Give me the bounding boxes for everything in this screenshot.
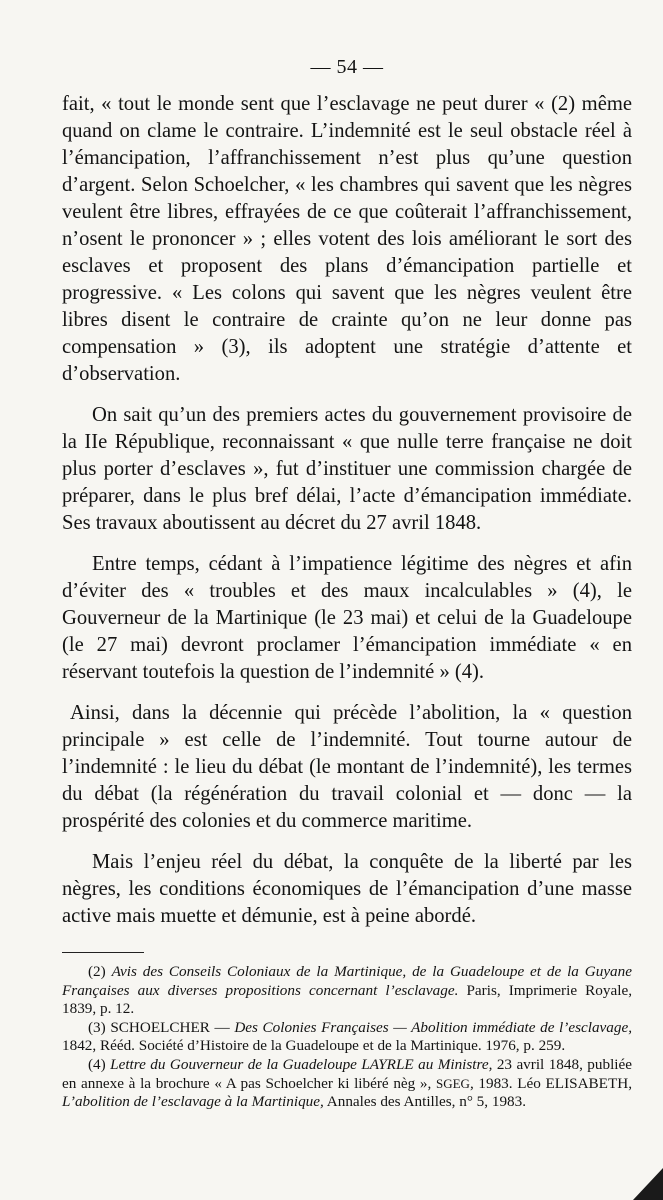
paragraph-2: On sait qu’un des premiers actes du gouvernement provisoire de la IIe République, reconnaissant « que nulle terre française ne doit plus porter d’esclaves », fut d’instituer une commission chargée de préparer, dans le plus bref délai, l’acte d’émancipation immédiate. Ses travaux aboutissent au décret du 27 avril 1848.	[62, 404, 632, 534]
paragraph-4: Ainsi, dans la décennie qui précède l’abolition, la « question principale » est celle de l’indemnité. Tout tourne autour de l’indemnité : le lieu du débat (le montant de l’indemnité), les termes du débat (la régénération du travail colonial et — donc — la prospérité des colonies et du commerce maritime.	[62, 702, 632, 832]
footnote-3-title: Des Colonies Françaises — Abolition immédiate de l’esclavage,	[234, 1018, 633, 1036]
footnote-2-rest: Paris, Imprimerie Royale, 1839, p. 12.	[62, 981, 632, 1018]
footnote-4-sgeg: SGEG	[435, 1075, 470, 1091]
footnote-2	[62, 963, 632, 1019]
page-curl-shadow	[623, 1160, 663, 1200]
footnote-2-title: Avis des Conseils Coloniaux de la Martinique, de la Guadeloupe et de la Guyane Françaises aux diverses propositions concernant l’esclavage.	[62, 963, 632, 999]
paragraph-1: fait, « tout le monde sent que l’esclavage ne peut durer « (2) même quand on clame le contraire. L’indemnité est le seul obstacle réel à l’émancipation, l’affranchissement n’est plus qu’une question d’argent. Selon Schoelcher, « les chambres qui savent que les nègres veulent être libres, effrayées de ce que coûterait l’affranchissement, n’osent le prononcer » ; elles votent des lois améliorant le sort des esclaves et proposent des plans d’émancipation partielle et progressive. « Les colons qui savent que les nègres veulent être libres disent le contraire de crainte qu’on ne leur donne pas compensation » (3), ils adoptent une stratégie d’attente et d’observation.	[62, 93, 632, 385]
paragraph-5: Mais l’enjeu réel du débat, la conquête de la liberté par les nègres, les conditions économiques de l’émancipation d’une masse active mais muette et démunie, est à peine abordé.	[62, 851, 632, 927]
footnote-4-rest3: Annales des Antilles, n° 5, 1983.	[323, 1093, 527, 1111]
footnote-separator	[62, 952, 144, 953]
footnote-4-title2: L’abolition de l’esclavage à la Martinique,	[62, 1093, 324, 1111]
footnote-4-rest1: 23 avril 1848, publiée en annexe à la brochure « A pas Schoelcher ki libéré nèg »,	[62, 1055, 632, 1092]
footnote-3-rest: 1842, Rééd. Société d’Histoire de la Guadeloupe et de la Martinique. 1976, p. 259.	[62, 1037, 566, 1055]
paragraph-3: Entre temps, cédant à l’impatience légitime des nègres et afin d’éviter des « troubles et des maux incalculables » (4), le Gouverneur de la Martinique (le 23 mai) et celui de la Guadeloupe (le 27 mai) devront proclamer l’émancipation immédiate « en réservant toutefois la question de l’indemnité » (4).	[62, 553, 632, 683]
footnote-4-title: Lettre du Gouverneur de la Guadeloupe LAYRLE au Ministre,	[110, 1055, 493, 1073]
footnote-4	[62, 1056, 632, 1112]
page-number: — 54 —	[310, 56, 384, 78]
footnote-2-number: (2)	[88, 963, 112, 980]
footnote-3	[62, 1019, 632, 1056]
page	[62, 56, 632, 1112]
footnote-4-number: (4)	[88, 1055, 111, 1073]
footnote-3-number: (3) SCHOELCHER —	[88, 1018, 235, 1036]
footnote-4-rest2: , 1983. Léo ELISABETH,	[469, 1074, 632, 1092]
